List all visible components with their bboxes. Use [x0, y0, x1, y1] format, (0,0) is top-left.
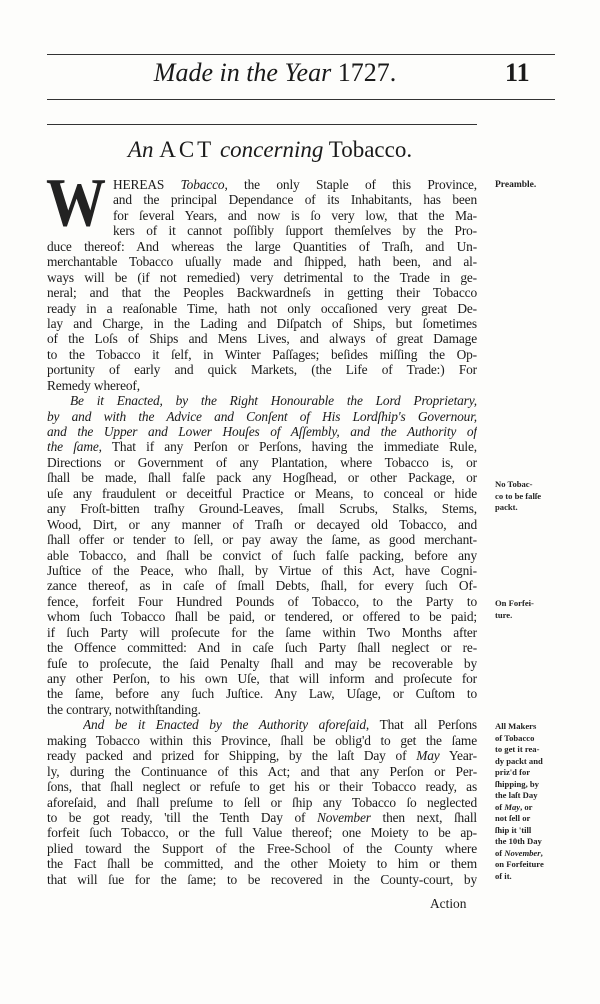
italic-text: and the Upper and Lower Houſes of Aſſembly, and the Authority of — [47, 424, 477, 439]
text-segment: of — [495, 847, 505, 858]
text-segment: Preamble. — [495, 180, 537, 190]
text-segment: duce thereof: And whereas the large Quantities of Traſh, and Un- — [47, 238, 477, 254]
italic-text: November — [504, 847, 541, 858]
text-segment: ſons, that ſhall neglect or refuſe to get his or their Tobacco ready, as — [47, 779, 477, 795]
text-line — [47, 841, 477, 856]
text-segment: any Froſt-bitten traſhy Ground-Leaves, ſmall Scrubs, Stalks, Stems, — [47, 501, 477, 517]
text-segment: zance thereof, as in caſe of ſmall Debts, ſhall, for every ſuch Of- — [47, 578, 477, 594]
catchword: Action — [430, 896, 467, 911]
text-line — [47, 548, 477, 563]
text-line — [70, 393, 477, 408]
text-line — [47, 795, 477, 810]
text-segment: whom ſuch Tobacco ſhall be paid, or tendered, or offered to be paid; — [47, 609, 477, 625]
margin-note-line — [495, 598, 534, 610]
margin-note-line — [495, 180, 536, 192]
text-segment: the 10th Day — [495, 836, 542, 846]
margin-note-forfeiture — [495, 598, 534, 621]
margin-note-line — [495, 859, 544, 871]
text-segment: making Tobacco within this Province, ſhall be oblig'd to get the ſame — [47, 732, 477, 748]
text-line — [47, 239, 477, 254]
header-rule-top — [47, 54, 555, 55]
text-line — [47, 640, 477, 655]
margin-note-line — [495, 733, 544, 745]
text-segment: to the Tobacco it ſelf, in Winter Paſſages; beſides miſſing the Op- — [47, 346, 477, 362]
text-segment: ly, during the Continuance of this Act; and that any Perſon or Per- — [47, 763, 477, 779]
text-line — [47, 856, 477, 871]
text-line — [47, 439, 477, 454]
text-line — [113, 208, 477, 223]
header-rule-bottom — [47, 99, 555, 100]
text-line — [47, 331, 477, 346]
margin-note-line — [495, 871, 544, 883]
italic-text: Tobacco — [180, 177, 225, 192]
text-segment: ſhip it 'till — [495, 824, 532, 835]
italic-text: November — [316, 809, 371, 825]
margin-note-line — [495, 756, 544, 768]
text-segment: uſe any fraudulent or deceitful Practice or Means, to conceal or hide — [47, 485, 477, 501]
italic-text: May — [504, 801, 521, 812]
text-line — [47, 517, 477, 532]
text-segment: that will ſue for the ſame; to be recovered in the County-court, by — [47, 871, 477, 887]
text-segment: Remedy whereof, — [47, 377, 140, 393]
italic-text: And be it Enacted by the Authority aforeſaid — [83, 717, 366, 733]
text-segment: and the principal Dependance of its Inhabitants, has been — [113, 192, 477, 208]
text-segment: of — [495, 801, 505, 812]
text-line — [47, 810, 477, 825]
text-segment: plied toward the Support of the Free-School of the County where — [47, 840, 477, 856]
text-line — [47, 316, 477, 331]
act-title-subject: Tobacco. — [328, 137, 413, 162]
italic-text: by and with the Advice and Conſent of His Lordſhip's Governour, — [47, 408, 477, 424]
text-line — [47, 656, 477, 671]
text-segment: priz'd for — [495, 767, 531, 777]
margin-note-line — [495, 744, 544, 756]
text-line — [47, 702, 477, 717]
text-segment: ways will be (if not remedied) very detrimental to the Trade in ge- — [47, 269, 477, 285]
text-segment: able Tobacco, and ſhall be convict of ſuch falſe packing, before any — [47, 547, 477, 563]
text-line — [47, 501, 477, 516]
margin-note-line — [495, 721, 544, 733]
text-line — [47, 409, 477, 424]
text-line — [47, 748, 477, 763]
text-segment: ready packed and prized for Shipping, by the laſt Day of — [47, 748, 417, 764]
text-line — [47, 285, 477, 300]
running-header-text: Made in the Year — [153, 58, 332, 87]
margin-note-line — [495, 802, 544, 814]
section-rule — [47, 124, 477, 125]
text-line — [47, 686, 477, 701]
act-title-an: An — [127, 137, 154, 162]
text-segment: HEREAS — [113, 177, 181, 192]
act-body-text — [47, 177, 477, 887]
text-segment: portunity of early and quick Markets, (the Life of Trade:) For — [47, 362, 477, 378]
text-segment: fence, forfeit Four Hundred Pounds of Tobacco, to the Party to — [47, 593, 477, 609]
act-title — [120, 137, 420, 163]
text-line — [47, 625, 477, 640]
text-segment: not ſell or — [495, 813, 531, 823]
text-line — [47, 764, 477, 779]
text-segment: of it. — [495, 870, 512, 881]
act-title-concerning: concerning — [219, 137, 324, 162]
text-segment: , That if any Perſon or Perſons, having the immediate Rule, — [98, 439, 477, 455]
text-line — [47, 378, 477, 393]
text-segment: Year- — [439, 748, 477, 764]
text-segment: any other Perſon, to his own Uſe, that will inform and proſecute for — [47, 671, 477, 686]
text-segment: ſhipping, by — [495, 778, 539, 789]
text-segment: kers of it cannot poſſibly ſupport themſelves by the Pro- — [113, 223, 477, 239]
text-segment: the laſt Day — [495, 790, 538, 800]
text-line — [47, 470, 477, 485]
text-segment: Juſtice of the Peace, who ſhall, by Virtue of this Act, have Cogni- — [47, 562, 477, 578]
act-title-act: ACT — [159, 137, 215, 162]
text-segment: ture. — [495, 609, 513, 620]
text-line — [113, 177, 477, 192]
text-line — [47, 563, 477, 578]
text-line — [47, 733, 477, 748]
italic-text: May — [416, 748, 440, 764]
text-line — [113, 223, 477, 238]
text-line — [47, 254, 477, 269]
text-line — [47, 362, 477, 377]
text-segment: the Offence committed: And in caſe ſuch Party ſhall neglect or re- — [47, 640, 477, 656]
text-segment: then next, ſhall — [370, 809, 477, 825]
text-segment: packt. — [495, 502, 518, 512]
text-line — [47, 872, 477, 887]
italic-text: Be it Enacted, by the Right Honourable the Lord Proprietary, — [70, 393, 477, 409]
text-segment: if ſuch Party will proſecute for the ſame within Two Months after — [47, 624, 477, 640]
running-header-year: 1727. — [337, 58, 397, 87]
text-line — [47, 455, 477, 470]
text-segment: lay and Charge, in the Lading and Diſpatch of Ships, but ſometimes — [47, 315, 477, 331]
text-segment: forfeit ſuch Tobacco, or the full Value thereof; one Moiety to be ap- — [47, 825, 477, 841]
text-segment: to be got ready, 'till the Tenth Day of — [47, 809, 317, 825]
text-line — [47, 301, 477, 316]
text-segment: the contrary, notwithſtanding. — [47, 701, 201, 717]
margin-note-line — [495, 491, 541, 503]
margin-note-false-pack — [495, 479, 541, 514]
text-segment: on Forfeiture — [495, 859, 544, 869]
text-segment: ſhall offer or tender to ſell, or pay away the ſame, as good merchant- — [47, 532, 477, 548]
text-segment: Wood, Dirt, or any manner of Traſh or decayed old Tobacco, and — [47, 516, 477, 532]
text-segment: to get it rea- — [495, 744, 540, 754]
text-line — [47, 671, 477, 686]
margin-note-makers — [495, 721, 544, 882]
running-header — [120, 58, 430, 88]
margin-note-line — [495, 836, 544, 848]
text-line — [113, 192, 477, 207]
text-segment: co to be falſe — [495, 490, 542, 501]
text-line — [47, 609, 477, 624]
text-line — [47, 486, 477, 501]
text-segment: dy packt and — [495, 755, 543, 766]
text-segment: , or — [520, 801, 533, 812]
text-line — [47, 270, 477, 285]
text-line — [47, 424, 477, 439]
text-segment: merchantable Tobacco uſually made and ſhipped, hath been, and al- — [47, 254, 477, 270]
text-segment: the Fact ſhall be committed, and the other Moiety to him or them — [47, 856, 477, 872]
text-line — [47, 347, 477, 362]
text-segment: , — [540, 847, 543, 858]
text-segment: of the Loſs of Ships and Mens Lives, and always of great Damage — [47, 331, 477, 347]
page-number: 11 — [505, 58, 530, 87]
margin-note-line — [495, 479, 541, 491]
drop-cap: W — [46, 164, 106, 241]
text-segment: for ſeveral Years, and now is ſo very low, that the Ma- — [113, 207, 477, 223]
margin-note-line — [495, 813, 544, 825]
italic-text: the ſame — [47, 439, 99, 455]
text-segment: All Makers — [495, 721, 537, 731]
text-segment: , the only Staple of this Province, — [224, 177, 477, 192]
text-segment: Directions or Government of any Plantation, where Tobacco is, or — [47, 454, 477, 470]
text-segment: of Tobacco — [495, 732, 535, 743]
margin-note-line — [495, 502, 541, 514]
text-segment: fuſe to proſecute, the ſaid Penalty ſhall and may be recoverable by — [47, 655, 477, 671]
text-line — [47, 578, 477, 593]
margin-note-line — [495, 767, 544, 779]
text-segment: ſhall be made, ſhall falſe pack any Hogſhead, or other Package, or — [47, 470, 477, 486]
margin-note-line — [495, 779, 544, 791]
margin-note-line — [495, 825, 544, 837]
text-line — [83, 717, 477, 732]
text-line — [47, 532, 477, 547]
text-line — [47, 779, 477, 794]
margin-note-line — [495, 848, 544, 860]
margin-note-line — [495, 610, 534, 622]
text-segment: aforeſaid, and ſhall preſume to ſell or ſhip any Tobacco ſo neglected — [47, 794, 477, 810]
margin-note-line — [495, 790, 544, 802]
text-segment: neral; and that the Peoples Backwardneſs in getting their Tobacco — [47, 285, 477, 301]
text-segment: , That all Perſons — [365, 717, 477, 733]
margin-note-preamble — [495, 180, 536, 192]
text-segment: On Forfei- — [495, 598, 534, 608]
text-segment: the ſame, before any ſuch Juſtice. Any Law, Uſage, or Cuſtom to — [47, 686, 477, 702]
text-line — [47, 594, 477, 609]
text-segment: No Tobac- — [495, 479, 533, 489]
text-line — [47, 825, 477, 840]
text-segment: ready in a reaſonable Time, hath not only occaſioned very great De- — [47, 300, 477, 316]
